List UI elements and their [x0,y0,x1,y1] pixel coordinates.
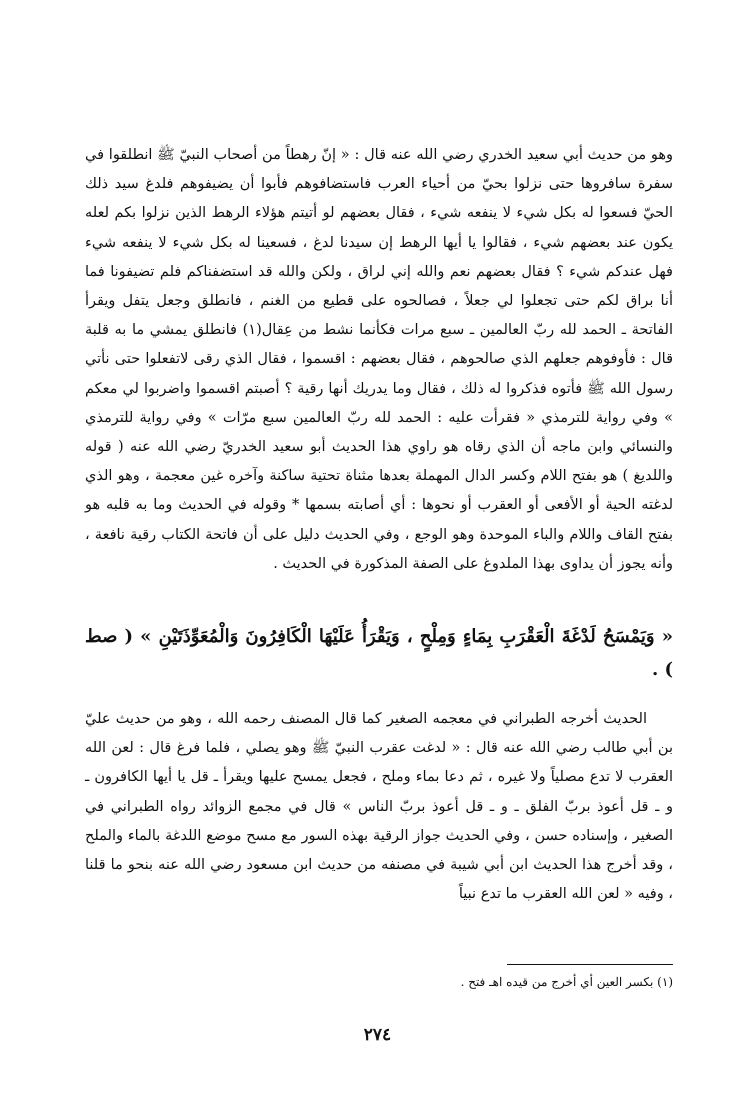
paragraph-hadith-abu-said: وهو من حديث أبي سعيد الخدري رضي الله عنه قال : « إنّ رهطاً من أصحاب النبيّ ﷺ انطلقوا في سفرة سافروها حتى نزلوا بحيّ من أحياء العرب فاستضافوهم فأبوا أن يضيفوهم فلدغ سيد ذلك الحيّ فسعوا له بكل شيء لا ينفعه شيء ، فقال بعضهم لو أتيتم هؤلاء الرهط الذين نزلوا بكم لعله يكون عند بعضهم شيء ، فقالوا يا أيها الرهط إن سيدنا لدغ ، فسعينا له بكل شيء لا ينفعه شيء فهل عندكم شيء ؟ فقال بعضهم نعم والله إني لراق ، ولكن والله قد استضفناكم فلم تضيفونا فما أنا براق لكم حتى تجعلوا لي جعلاً ، فصالحوه على قطيع من الغنم ، فانطلق وجعل يتفل ويقرأ الفاتحة ـ الحمد لله ربّ العالمين ـ سبع مرات فكأنما نشط من عِقال(١) فانطلق يمشي ما به قلبة قال : فأوفوهم جعلهم الذي صالحوهم ، فقال بعضهم : اقسموا ، فقال الذي رقى لاتفعلوا حتى نأتي رسول الله ﷺ فأتوه فذكروا له ذلك ، فقال وما يدريك أنها رقية ؟ أصبتم اقسموا واضربوا لي معكم » وفي رواية للترمذي « فقرأت عليه : الحمد لله ربّ العالمين سبع مرّات » وفي رواية للترمذي والنسائي وابن ماجه أن الذي رقاه هو راوي هذا الحديث أبو سعيد الخدريّ رضي الله عنه ( قوله واللديغ ) هو بفتح اللام وكسر الدال المهملة بعدها مثناة تحتية ساكنة وآخره غين معجمة ، وهو الذي لدغته الحية أو الأفعى أو العقرب أو نحوها : أي أصابته بسمها * وقوله في الحديث وما به قلبه هو بفتح القاف واللام والباء الموحدة وهو الوجع ، وفي الحديث دليل على أن فاتحة الكتاب رقية نافعة ، وأنه يجوز أن يداوى بهذا الملدوغ على الصفة المذكورة في الحديث . [85,147,673,572]
page-number: ٢٧٤ [363,1025,392,1045]
footnote: (١) بكسر العين أي أخرج من قيده اهـ فتح . [460,975,673,989]
footnote-divider [507,964,673,965]
paragraph-hadith-tabarani: الحديث أخرجه الطبراني في معجمه الصغير كما قال المصنف رحمه الله ، وهو من حديث عليّ بن أبي طالب رضي الله عنه قال : « لدغت عقرب النبيّ ﷺ وهو يصلي ، فلما فرغ قال : لعن الله العقرب لا تدع مصلياً ولا غيره ، ثم دعا بماء وملح ، فجعل يمسح عليها ويقرأ ـ قل يا أيها الكافرون ـ و ـ قل أعوذ بربّ الفلق ـ و ـ قل أعوذ بربّ الناس » قال في مجمع الزوائد رواه الطبراني في الصغير ، وإسناده حسن ، وفي الحديث جواز الرقية بهذه السور مع مسح موضع اللدغة بالماء والملح ، وقد أخرج هذا الحديث ابن أبي شيبة في مصنفه من حديث ابن مسعود رضي الله عنه بنحو ما قلنا ، وفيه « لعن الله العقرب ما تدع نبياً [85,711,673,903]
verse-line: « وَيَمْسَحُ لَدْغَةَ الْعَقْرَبِ بِمَاءٍ وَمِلْحٍ ، وَيَقْرَأُ عَلَيْهَا الْكَافِرُونَ وَالْمُعَوِّذَتَيْنِ » ( صط ) . [85,626,673,680]
